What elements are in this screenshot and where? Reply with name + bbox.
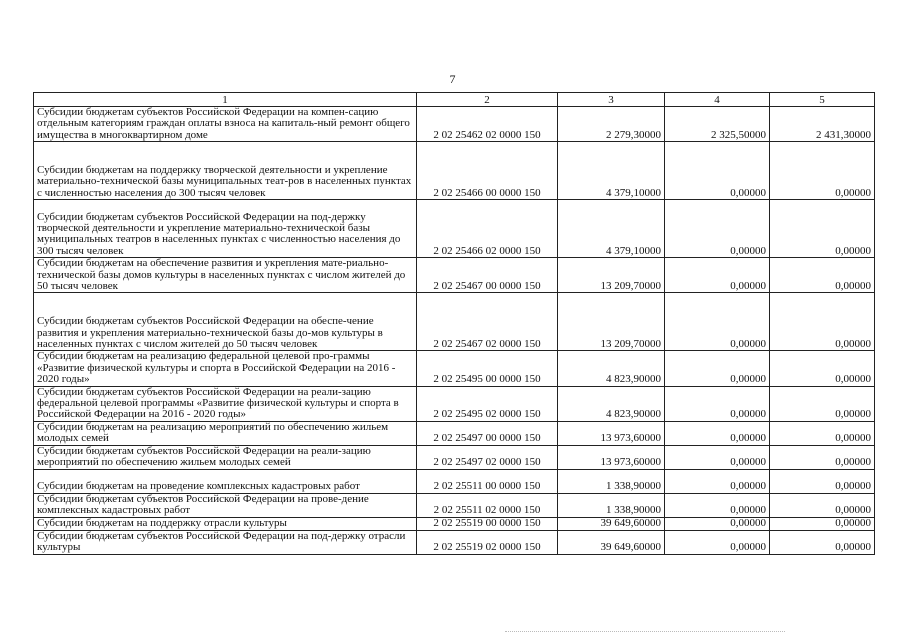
row-value-col3: 13 973,60000 — [558, 445, 665, 469]
row-code: 2 02 25462 02 0000 150 — [417, 107, 558, 142]
row-name: Субсидии бюджетам на реализацию федеральной целевой про-граммы «Развитие физической культуры и спорта в Российской Федерации на 2016 - 2020 годы» — [34, 351, 417, 386]
row-name: Субсидии бюджетам субъектов Российской Федерации на обеспе-чение развития и укрепления материально-технической базы до-мов культуры в населенных пунктах с числом жителей до 50 тысяч человек — [34, 293, 417, 351]
row-name: Субсидии бюджетам субъектов Российской Федерации на компен-сацию отдельным категориям граждан оплаты взноса на капиталь-ный ремонт общего имущества в многоквартирном доме — [34, 107, 417, 142]
row-value-col4: 0,00000 — [665, 530, 770, 554]
row-value-col4: 0,00000 — [665, 421, 770, 445]
row-value-col5: 0,00000 — [770, 351, 875, 386]
row-code: 2 02 25497 02 0000 150 — [417, 445, 558, 469]
table-row — [34, 293, 875, 351]
row-value-col3: 13 209,70000 — [558, 258, 665, 293]
row-value-col4: 0,00000 — [665, 351, 770, 386]
table-row — [34, 445, 875, 469]
row-value-col5: 0,00000 — [770, 421, 875, 445]
row-value-col3: 39 649,60000 — [558, 530, 665, 554]
table-row — [34, 421, 875, 445]
row-value-col4: 0,00000 — [665, 469, 770, 493]
table-row — [34, 142, 875, 200]
table-row — [34, 107, 875, 142]
table-row — [34, 258, 875, 293]
row-value-col3: 1 338,90000 — [558, 493, 665, 517]
scan-artifact — [505, 631, 785, 635]
row-code: 2 02 25466 00 0000 150 — [417, 142, 558, 200]
table-row — [34, 386, 875, 421]
row-value-col5: 0,00000 — [770, 469, 875, 493]
row-name: Субсидии бюджетам на поддержку отрасли культуры — [34, 517, 417, 530]
row-value-col5: 0,00000 — [770, 200, 875, 258]
row-value-col3: 2 279,30000 — [558, 107, 665, 142]
row-name: Субсидии бюджетам на поддержку творческой деятельности и укрепление материально-технической базы муниципальных теат-ров в населенных пунктах с численностью населения до 300 тысяч человек — [34, 142, 417, 200]
row-value-col4: 0,00000 — [665, 293, 770, 351]
table-row — [34, 517, 875, 530]
row-value-col3: 13 973,60000 — [558, 421, 665, 445]
row-value-col5: 0,00000 — [770, 517, 875, 530]
row-value-col5: 0,00000 — [770, 258, 875, 293]
row-name: Субсидии бюджетам субъектов Российской Федерации на прове-дение комплексных кадастровых работ — [34, 493, 417, 517]
table-row — [34, 493, 875, 517]
row-value-col3: 4 823,90000 — [558, 386, 665, 421]
row-name: Субсидии бюджетам на реализацию мероприятий по обеспечению жильем молодых семей — [34, 421, 417, 445]
row-name: Субсидии бюджетам на проведение комплексных кадастровых работ — [34, 469, 417, 493]
row-value-col3: 13 209,70000 — [558, 293, 665, 351]
row-value-col4: 0,00000 — [665, 493, 770, 517]
row-code: 2 02 25467 00 0000 150 — [417, 258, 558, 293]
row-code: 2 02 25519 02 0000 150 — [417, 530, 558, 554]
budget-table — [33, 92, 875, 555]
row-code: 2 02 25519 00 0000 150 — [417, 517, 558, 530]
row-code: 2 02 25467 02 0000 150 — [417, 293, 558, 351]
row-code: 2 02 25511 00 0000 150 — [417, 469, 558, 493]
page-number: 7 — [449, 72, 456, 86]
column-header: 2 — [417, 93, 558, 107]
row-code: 2 02 25511 02 0000 150 — [417, 493, 558, 517]
row-value-col5: 0,00000 — [770, 386, 875, 421]
column-header: 5 — [770, 93, 875, 107]
table-row — [34, 200, 875, 258]
row-value-col4: 2 325,50000 — [665, 107, 770, 142]
row-value-col3: 4 379,10000 — [558, 142, 665, 200]
row-value-col4: 0,00000 — [665, 200, 770, 258]
table-row — [34, 469, 875, 493]
row-name: Субсидии бюджетам на обеспечение развития и укрепления мате-риально-технической базы домов культуры в населенных пунктах с числом жителей до 50 тысяч человек — [34, 258, 417, 293]
column-header: 4 — [665, 93, 770, 107]
row-value-col4: 0,00000 — [665, 445, 770, 469]
row-value-col5: 0,00000 — [770, 445, 875, 469]
row-value-col5: 0,00000 — [770, 293, 875, 351]
row-name: Субсидии бюджетам субъектов Российской Федерации на реали-зацию мероприятий по обеспечению жильем молодых семей — [34, 445, 417, 469]
row-value-col5: 0,00000 — [770, 493, 875, 517]
row-value-col3: 39 649,60000 — [558, 517, 665, 530]
row-code: 2 02 25497 00 0000 150 — [417, 421, 558, 445]
row-value-col5: 0,00000 — [770, 530, 875, 554]
row-code: 2 02 25495 02 0000 150 — [417, 386, 558, 421]
table-row — [34, 351, 875, 386]
row-value-col4: 0,00000 — [665, 142, 770, 200]
row-name: Субсидии бюджетам субъектов Российской Федерации на реали-зацию федеральной целевой программы «Развитие физической культуры и спорта в Российской Федерации на 2016 - 2020 годы» — [34, 386, 417, 421]
row-value-col4: 0,00000 — [665, 517, 770, 530]
row-name: Субсидии бюджетам субъектов Российской Федерации на под-держку творческой деятельности и укрепление материально-технической базы муниципальных театров в населенных пунктах с численностью населения до 300 тысяч человек — [34, 200, 417, 258]
table-row — [34, 530, 875, 554]
row-value-col4: 0,00000 — [665, 258, 770, 293]
row-value-col5: 0,00000 — [770, 142, 875, 200]
row-value-col5: 2 431,30000 — [770, 107, 875, 142]
row-code: 2 02 25466 02 0000 150 — [417, 200, 558, 258]
row-value-col3: 4 823,90000 — [558, 351, 665, 386]
column-header: 3 — [558, 93, 665, 107]
row-name: Субсидии бюджетам субъектов Российской Федерации на под-держку отрасли культуры — [34, 530, 417, 554]
table-header-row — [34, 93, 875, 107]
row-value-col4: 0,00000 — [665, 386, 770, 421]
row-code: 2 02 25495 00 0000 150 — [417, 351, 558, 386]
column-header: 1 — [34, 93, 417, 107]
row-value-col3: 1 338,90000 — [558, 469, 665, 493]
row-value-col3: 4 379,10000 — [558, 200, 665, 258]
